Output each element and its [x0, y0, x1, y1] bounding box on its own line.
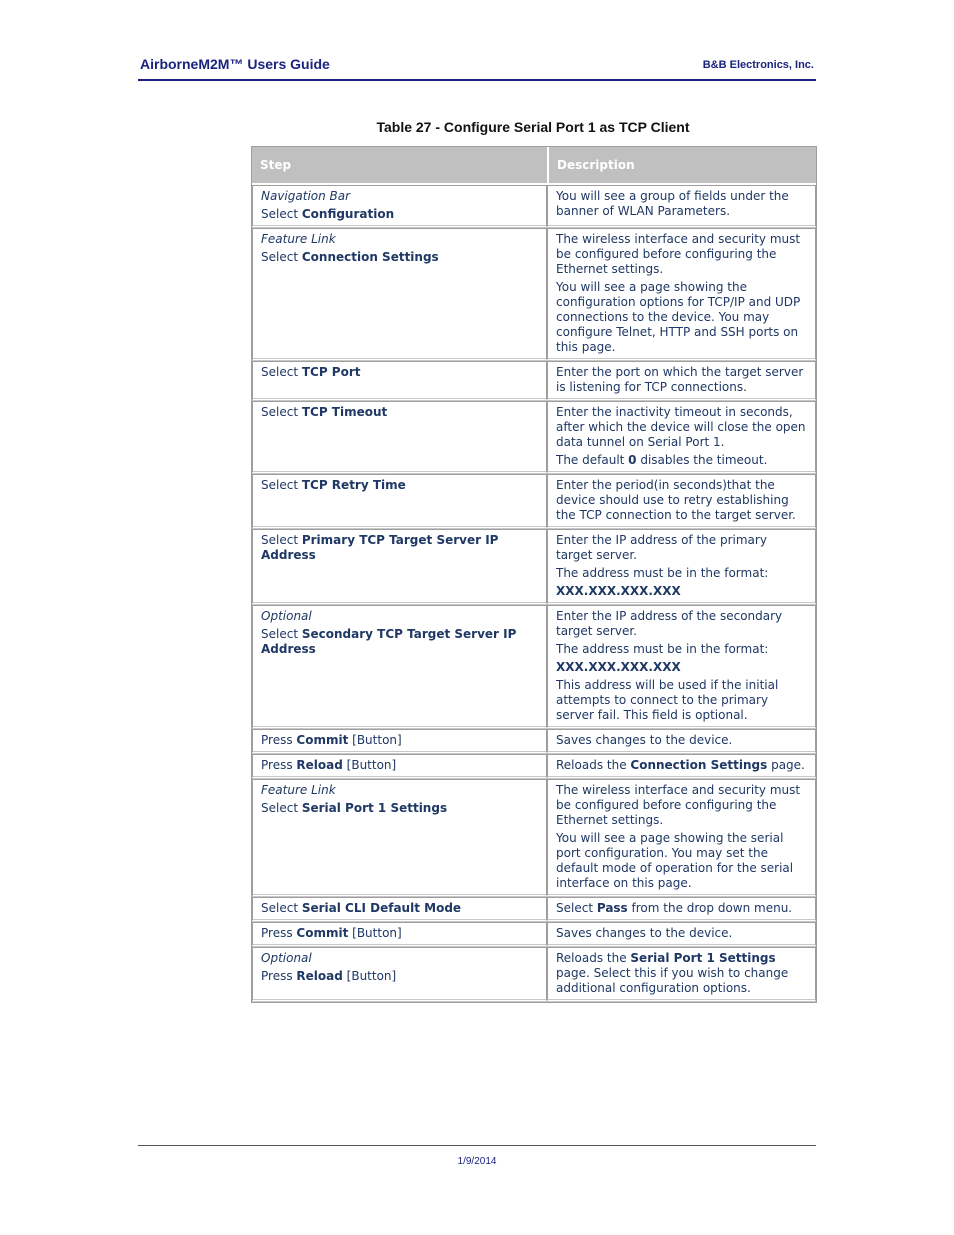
description-cell: [547, 401, 816, 474]
step-cell-paragraph: [261, 901, 538, 916]
step-cell-paragraph: [261, 609, 538, 624]
bold-text: Configuration: [301, 207, 395, 221]
text: Reloads the: [556, 758, 631, 772]
description-cell: [547, 729, 816, 754]
step-cell: [252, 605, 547, 729]
italic-text: Optional: [261, 609, 312, 623]
column-header-description: Description: [547, 147, 816, 185]
description-cell-paragraph: [556, 453, 807, 468]
description-cell-paragraph: [556, 478, 807, 523]
step-cell-paragraph: [261, 365, 538, 380]
description-cell: [547, 605, 816, 729]
description-cell-paragraph: [556, 533, 807, 563]
table-row: [252, 897, 816, 922]
text: Enter the port on which the target server is listening for TCP connections.: [556, 365, 804, 394]
document-title: AirborneM2M™ Users Guide: [140, 56, 330, 72]
text: page.: [767, 758, 805, 772]
text: Enter the IP address of the secondary target server.: [556, 609, 783, 638]
bold-text: Serial Port 1 Settings: [301, 801, 448, 815]
description-cell: [547, 754, 816, 779]
bold-text: TCP Port: [301, 365, 361, 379]
text: You will see a group of fields under the banner of WLAN Parameters.: [556, 189, 789, 218]
text: The address must be in the format:: [556, 566, 769, 580]
step-cell: [252, 361, 547, 401]
bold-text: Primary TCP Target Server IP Address: [261, 533, 499, 562]
bold-text: Commit: [296, 733, 349, 747]
description-cell-paragraph: [556, 584, 807, 599]
text: Saves changes to the device.: [556, 926, 733, 940]
description-cell-paragraph: [556, 926, 807, 941]
step-cell-paragraph: [261, 627, 538, 657]
bold-text: Serial Port 1 Settings: [630, 951, 776, 965]
description-cell: [547, 474, 816, 529]
text: Enter the IP address of the primary target server.: [556, 533, 767, 562]
text: Press: [261, 969, 297, 983]
table-row: [252, 729, 816, 754]
step-cell: [252, 947, 547, 1002]
table-row: [252, 228, 816, 361]
table-row: [252, 779, 816, 897]
table-body: [252, 185, 816, 1002]
bold-text: XXX.XXX.XXX.XXX: [556, 584, 681, 598]
column-header-step: Step: [252, 147, 547, 185]
text: You will see a page showing the configuration options for TCP/IP and UDP connections to the device. You may configure Telnet, HTTP and SSH ports on this page.: [556, 280, 801, 354]
text: Select: [261, 405, 302, 419]
bold-text: TCP Timeout: [301, 405, 388, 419]
footer-rule: [138, 1145, 816, 1146]
description-cell-paragraph: [556, 609, 807, 639]
text: Saves changes to the device.: [556, 733, 733, 747]
text: You will see a page showing the serial port configuration. You may set the default mode of operation for the serial interface on this page.: [556, 831, 794, 890]
description-cell-paragraph: [556, 660, 807, 675]
italic-text: Feature Link: [261, 232, 336, 246]
step-cell-paragraph: [261, 232, 538, 247]
description-cell: [547, 529, 816, 605]
description-cell-paragraph: [556, 566, 807, 581]
italic-text: Optional: [261, 951, 312, 965]
step-cell: [252, 754, 547, 779]
table-row: [252, 947, 816, 1002]
description-cell-paragraph: [556, 642, 807, 657]
description-cell-paragraph: [556, 280, 807, 355]
text: Select: [261, 533, 302, 547]
description-cell: [547, 922, 816, 947]
steps-table: [251, 146, 817, 1003]
company-name: B&B Electronics, Inc.: [702, 59, 814, 71]
step-cell-paragraph: [261, 801, 538, 816]
bold-text: 0: [628, 453, 637, 467]
italic-text: Navigation Bar: [261, 189, 351, 203]
bold-text: Connection Settings: [301, 250, 439, 264]
bold-text: TCP Retry Time: [301, 478, 406, 492]
table-row: [252, 754, 816, 779]
description-cell-paragraph: [556, 831, 807, 891]
header-rule: [138, 79, 816, 81]
step-cell: [252, 729, 547, 754]
step-cell-paragraph: [261, 926, 538, 941]
italic-text: Feature Link: [261, 783, 336, 797]
step-cell: [252, 185, 547, 228]
description-cell-paragraph: [556, 365, 807, 395]
description-cell-paragraph: [556, 189, 807, 219]
description-cell-paragraph: [556, 783, 807, 828]
text: Press: [261, 758, 297, 772]
text: Select: [261, 250, 302, 264]
text: This address will be used if the initial attempts to connect to the primary server fail. This field is optional.: [556, 678, 779, 722]
description-cell-paragraph: [556, 232, 807, 277]
text: Enter the inactivity timeout in seconds, after which the device will close the open data tunnel on Serial Port 1.: [556, 405, 806, 449]
footer-date: 1/9/2014: [457, 1156, 497, 1167]
bold-text: Commit: [296, 926, 349, 940]
step-cell-paragraph: [261, 951, 538, 966]
text: [Button]: [342, 758, 397, 772]
description-cell-paragraph: [556, 951, 807, 996]
text: Select: [261, 801, 302, 815]
description-cell-paragraph: [556, 901, 807, 916]
bold-text: Connection Settings: [630, 758, 768, 772]
bold-text: Secondary TCP Target Server IP Address: [261, 627, 517, 656]
step-cell: [252, 897, 547, 922]
step-cell-paragraph: [261, 533, 538, 563]
text: Enter the period(in seconds)that the device should use to retry establishing the TCP connection to the target server.: [556, 478, 796, 522]
description-cell: [547, 185, 816, 228]
description-cell-paragraph: [556, 678, 807, 723]
step-cell-paragraph: [261, 189, 538, 204]
text: disables the timeout.: [636, 453, 768, 467]
bold-text: Serial CLI Default Mode: [301, 901, 462, 915]
step-cell: [252, 401, 547, 474]
step-cell-paragraph: [261, 478, 538, 493]
bold-text: Reload: [296, 758, 343, 772]
text: Select: [261, 207, 302, 221]
text: Select: [261, 365, 302, 379]
step-cell-paragraph: [261, 250, 538, 265]
text: Select: [261, 901, 302, 915]
table-row: [252, 474, 816, 529]
table-row: [252, 185, 816, 228]
step-cell: [252, 779, 547, 897]
description-cell-paragraph: [556, 405, 807, 450]
step-cell-paragraph: [261, 969, 538, 984]
step-cell: [252, 922, 547, 947]
text: Press: [261, 733, 297, 747]
table-row: [252, 401, 816, 474]
bold-text: Reload: [296, 969, 343, 983]
text: from the drop down menu.: [627, 901, 793, 915]
table-row: [252, 922, 816, 947]
table-row: [252, 605, 816, 729]
bold-text: XXX.XXX.XXX.XXX: [556, 660, 681, 674]
description-cell: [547, 228, 816, 361]
step-cell-paragraph: [261, 758, 538, 773]
text: [Button]: [348, 733, 402, 747]
text: Select: [261, 627, 302, 641]
text: The default: [556, 453, 629, 467]
text: [Button]: [342, 969, 397, 983]
description-cell: [547, 897, 816, 922]
text: The wireless interface and security must be configured before configuring the Ethernet settings.: [556, 783, 801, 827]
text: The wireless interface and security must be configured before configuring the Ethernet settings.: [556, 232, 801, 276]
step-cell-paragraph: [261, 405, 538, 420]
description-cell-paragraph: [556, 733, 807, 748]
step-cell-paragraph: [261, 207, 538, 222]
table-row: [252, 529, 816, 605]
step-cell: [252, 228, 547, 361]
bold-text: Pass: [596, 901, 628, 915]
table-row: [252, 361, 816, 401]
description-cell-paragraph: [556, 758, 807, 773]
text: The address must be in the format:: [556, 642, 769, 656]
table-header-row: [252, 147, 816, 185]
step-cell-paragraph: [261, 733, 538, 748]
step-cell-paragraph: [261, 783, 538, 798]
description-cell: [547, 361, 816, 401]
step-cell: [252, 474, 547, 529]
text: Reloads the: [556, 951, 631, 965]
text: page. Select this if you wish to change additional configuration options.: [556, 966, 789, 995]
text: Select: [556, 901, 597, 915]
step-cell: [252, 529, 547, 605]
text: [Button]: [348, 926, 402, 940]
description-cell: [547, 947, 816, 1002]
description-cell: [547, 779, 816, 897]
text: Press: [261, 926, 297, 940]
table-caption: Table 27 - Configure Serial Port 1 as TCP Client: [376, 119, 690, 135]
text: Select: [261, 478, 302, 492]
